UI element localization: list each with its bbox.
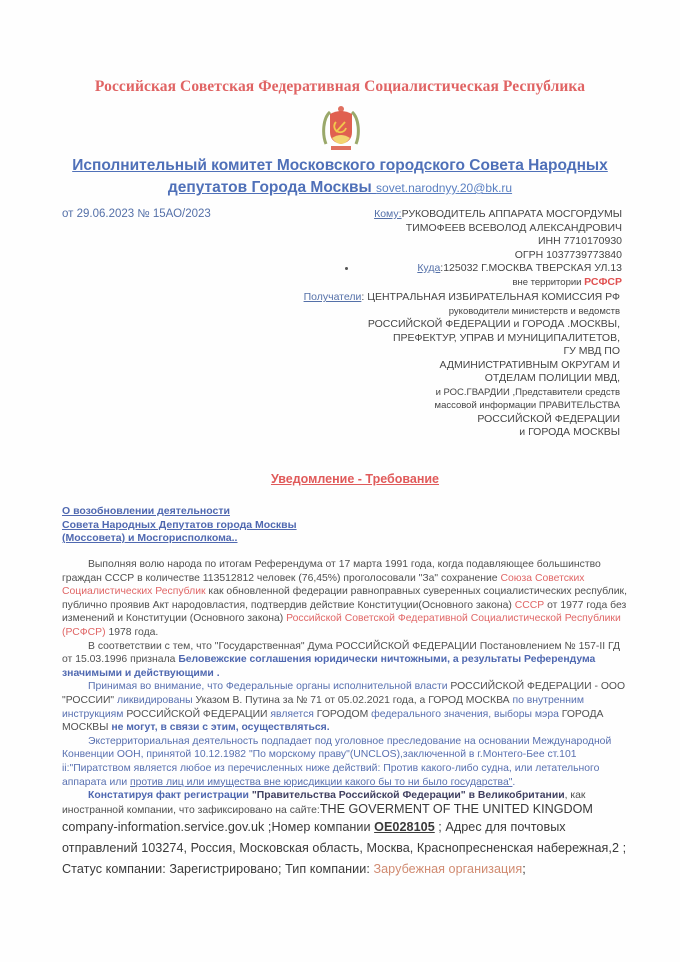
paragraph-company-info <box>62 817 632 880</box>
text: РОССИЙСКОЙ ФЕДЕРАЦИИ <box>123 708 271 720</box>
to-label: Кому: <box>374 208 402 220</box>
outside-text: вне территории <box>512 276 585 288</box>
bold-text: Констатируя факт регистрации <box>88 790 252 802</box>
recipient-line: АДМИНИСТРАТИВНЫМ ОКРУГАМ И <box>439 358 620 371</box>
text: 1978 года. <box>105 626 159 638</box>
red-text: Союза Советских Социалистических Республик <box>62 572 585 598</box>
site-name: THE GOVERMENT OF THE UNITED KINGDOM <box>319 801 593 816</box>
text: company-information.service.gov.uk ;Номер компании <box>62 820 375 835</box>
recipient-line: : ЦЕНТРАЛЬНАЯ ИЗБИРАТЕЛЬНАЯ КОМИССИЯ РФ <box>361 291 620 303</box>
paragraph-unclos <box>62 735 632 789</box>
text: ГОРОДА МОСКВЫ <box>62 708 604 734</box>
text: ; <box>522 862 526 877</box>
blue-text: ликвидированы <box>117 694 193 706</box>
blue-text: Принимая во внимание, что Федеральные органы исполнительной власти <box>88 681 448 693</box>
red-text: Российской Советской Федеративной Социалистической Республики (РСФСР) <box>62 613 621 638</box>
to-line-1: РУКОВОДИТЕЛЬ АППАРАТА МОСГОРДУМЫ <box>401 208 622 220</box>
subject-line: Совета Народных Депутатов города Москвы <box>62 518 297 531</box>
text: Указом В. Путина за № 71 от 05.02.2021 года, а ГОРОД МОСКВА <box>192 694 513 706</box>
document-reference: от 29.06.2023 № 15АО/2023 <box>62 208 211 220</box>
paragraph-referendum <box>62 558 632 640</box>
republic-title: Российская Советская Федеративная Социалистическая Республика <box>94 78 586 95</box>
text: Экстерриториальная деятельность подпадает под уголовное преследование на основании Международной Конвенции ООН, принятой 10.12.1982 "По морскому праву"(UNCLOS),заключенной в г.Монтего-Бее ст.101 ii:"Пиратством является любое из перечисленных ниже действий: Против какого-либо судна, или летательного аппарата или <box>62 735 612 788</box>
stray-mark <box>345 267 348 270</box>
rsfsr-coat-of-arms-icon <box>322 104 360 154</box>
underlined-text: против лиц или имущества вне юрисдикции какого бы то ни было государства" <box>130 776 513 788</box>
paragraph-duma <box>62 640 632 681</box>
text: В соответствии с тем, что "Государственная" Дума РОССИЙСКОЙ ФЕДЕРАЦИИ Постановлением № 157-II ГД от 15.03.1996 признала <box>62 640 621 666</box>
blue-text: федерального значения, выборы мэра <box>371 708 559 720</box>
bold-text: "Правительства Российской Федерации" в Великобритании <box>251 790 565 802</box>
company-number: OE028105 <box>374 820 435 835</box>
recipient-line: РОССИЙСКОЙ ФЕДЕРАЦИИ <box>477 412 620 425</box>
text: . <box>512 776 516 788</box>
recipient-line: ПРЕФЕКТУР, УПРАВ И МУНИЦИПАЛИТЕТОВ, <box>392 331 620 344</box>
document-body <box>62 558 632 880</box>
bold-text: не могут, в связи с этим, осуществляться. <box>111 722 330 734</box>
subject-line: О возобновлении деятельности <box>62 505 230 517</box>
to-line-2: ТИМОФЕЕВ ВСЕВОЛОД АЛЕКСАНДРОВИЧ <box>405 221 622 234</box>
paragraph-federal-organs <box>62 680 632 734</box>
company-type: Зарубежная организация <box>373 862 523 877</box>
subject-line: (Моссовета) и Мосгорисполкома.. <box>62 532 238 544</box>
recipient-line: руководители министерств и ведомств <box>448 305 620 317</box>
inn: ИНН 7710170930 <box>537 235 622 247</box>
where-label: Куда <box>417 262 441 274</box>
text: , как иностранной компании, что зафиксировано на сайте: <box>62 790 586 816</box>
text: Выполняя волю народа по итогам Референдума от 17 марта 1991 года, когда подавляющее большинство граждан СССР в количестве 113512812 человек (76,45%) проголосовали "За" сохранение <box>62 559 601 584</box>
recipient-line: и РОС.ГВАРДИИ ,Представители средств <box>435 386 620 398</box>
text: как обновленной федерации равноправных суверенных социалистических республик, публично проявив Акт народовластия, подтвердив действие Конституции(Основного закона) <box>62 586 627 611</box>
addressee-block <box>292 208 622 289</box>
text: от 1977 года без изменений и Конституции (Основного закона) <box>62 599 627 625</box>
blue-text: по внутренним инструкциям <box>62 694 584 720</box>
recipient-line: ОТДЕЛАМ ПОЛИЦИИ МВД, <box>484 372 620 384</box>
text: ; Адрес для почтовых отправлений 103274, Россия, Московская область, Москва, Краснопресненская набережная,2 ; Статус компании: Зарегистрировано; Тип компании: <box>62 820 627 877</box>
blue-text: является <box>270 708 314 720</box>
text: ГОРОДОМ <box>313 708 372 720</box>
subject-block <box>62 505 297 546</box>
text: РОССИЙСКОЙ ФЕДЕРАЦИИ - ООО "РОССИИ" <box>62 681 626 706</box>
email-link[interactable]: sovet.narodnyy.20@bk.ru <box>376 181 513 195</box>
where-value: :125032 Г.МОСКВА ТВЕРСКАЯ УЛ.13 <box>440 262 622 274</box>
ogrn: ОГРН 1037739773840 <box>514 248 622 261</box>
recipients-label: Получатели <box>303 291 362 303</box>
recipient-line: и ГОРОДА МОСКВЫ <box>519 426 620 438</box>
recipient-line: ГУ МВД ПО <box>563 345 620 357</box>
committee-title <box>0 155 680 199</box>
committee-line-1: Исполнительный комитет Московского городского Совета Народных <box>72 157 608 174</box>
recipients-block <box>260 291 620 440</box>
committee-line-2: депутатов Города Москвы <box>167 179 377 196</box>
recipient-line: РОССИЙСКОЙ ФЕДЕРАЦИИ и ГОРОДА .МОСКВЫ, <box>367 318 620 330</box>
paragraph-registration <box>62 789 632 817</box>
outside-rsfsr: РСФСР <box>584 275 622 288</box>
recipient-line: массовой информации ПРАВИТЕЛЬСТВА <box>434 400 620 411</box>
red-text: СССР <box>514 599 545 611</box>
notice-title: Уведомление - Требование <box>270 472 440 486</box>
bold-text: Беловежские соглашения юридически ничтожными, а результаты Референдума значимыми и действующими . <box>62 654 596 679</box>
